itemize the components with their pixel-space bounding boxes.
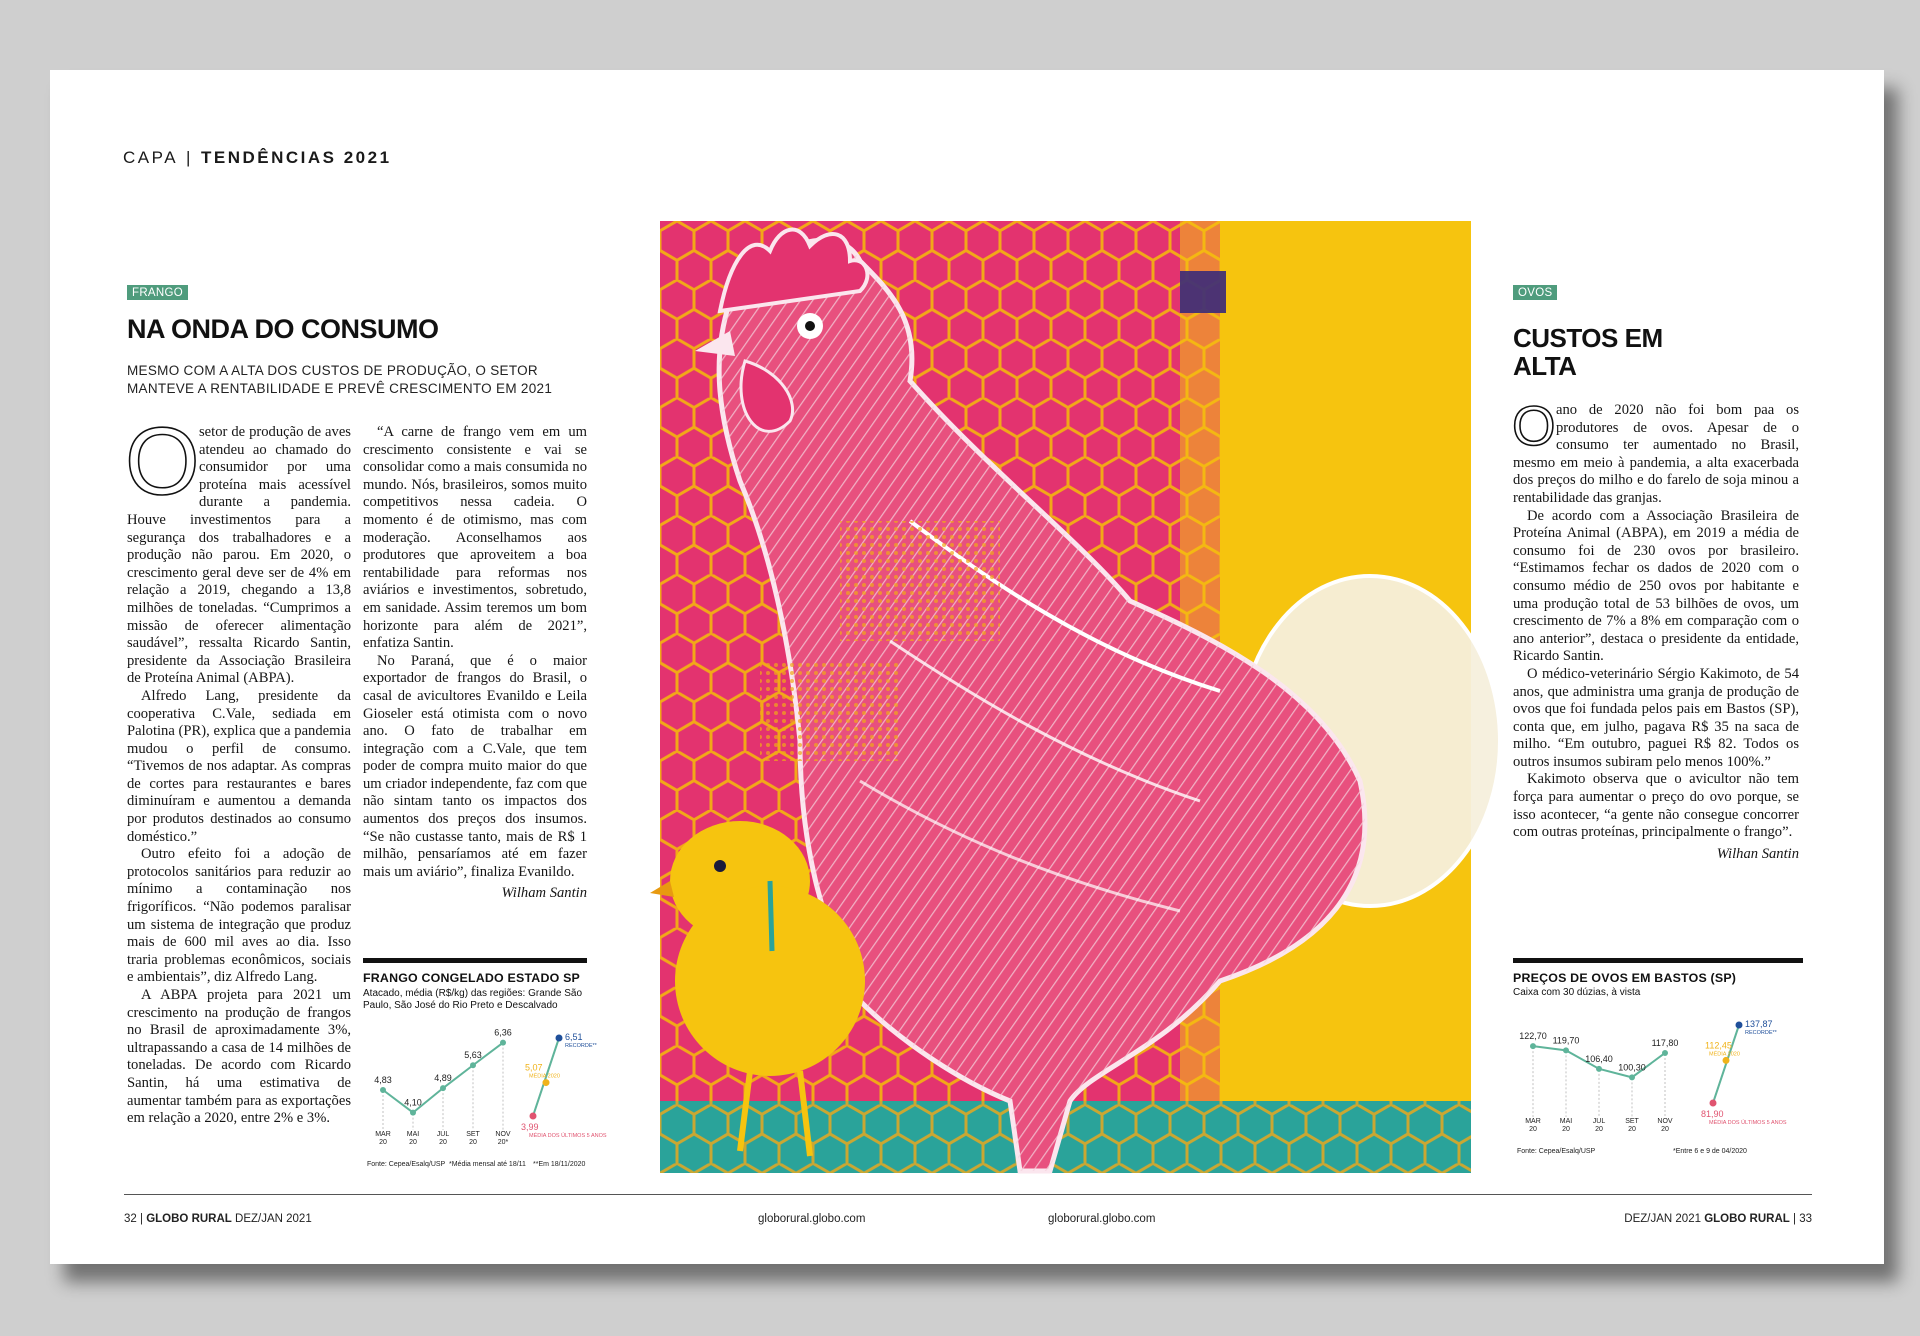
chart-data-label: 5,63 <box>464 1050 482 1061</box>
chart-subtitle: Atacado, média (R$/kg) das regiões: Grande São Paulo, São José do Rio Preto e Descalvado <box>363 988 583 1011</box>
chart-footnote: **Em 18/11/2020 <box>533 1161 586 1168</box>
chart-source: Fonte: Cepea/Esalq/USP <box>1517 1148 1596 1155</box>
section-header <box>123 148 392 168</box>
chart-rule <box>1513 958 1803 963</box>
paragraph: setor de produção de aves atendeu ao chamado do consumidor por uma proteína mais acessível durante a pandemia. Houve investimentos para a segurança dos trabalhadores e a produção não parou. Em 2020, o crescimento geral deve ser de 4% em relação a 2019, chegando a 13,8 milhões de toneladas. “Cumprimos a missão de oferecer alimentação saudável”, ressalta Ricardo Santin, presidente da Associação Brasileira de Proteína Animal (ABPA). <box>127 424 351 687</box>
chart-data-label: 3,99 <box>521 1122 539 1132</box>
chart-point <box>1662 1050 1668 1056</box>
issue-date: DEZ/JAN 2021 <box>1624 1213 1701 1225</box>
paragraph: Kakimoto observa que o avicultor não tem força para aumentar o preço do ovo porque, se isso acontecer, “a gente não consegue concorrer com outras proteínas, principalmente o frango”. <box>1513 771 1799 841</box>
article-tag-ovos: OVOS <box>1513 285 1557 300</box>
body-column-2 <box>363 424 587 903</box>
chart-tick-label: NOV <box>1657 1118 1673 1125</box>
issue-date: DEZ/JAN 2021 <box>235 1213 312 1225</box>
chart-point-recorde <box>1736 1022 1743 1029</box>
paragraph: A ABPA projeta para 2021 um crescimento na produção de frangos no Brasil de aproximadamente 3%, ultrapassando a casa de 14 milhões de toneladas. De acordo com Ricardo Santin, há uma estimativa de aumentar também para as exportações em relação a 2020, entre 2% e 3%. <box>127 987 351 1127</box>
chart-data-label: 119,70 <box>1552 1035 1580 1046</box>
chart-tick-label: 20 <box>439 1139 447 1146</box>
magazine-name: GLOBO RURAL <box>1704 1213 1790 1225</box>
footer-site-left: globorural.globo.com <box>758 1213 866 1225</box>
footer-left <box>124 1213 312 1225</box>
chart-point <box>500 1040 506 1046</box>
chart-title: PREÇOS DE OVOS EM BASTOS (SP) <box>1513 971 1737 985</box>
chart-tick-label: 20* <box>497 1139 509 1146</box>
chart-footnote: *Entre 6 e 9 de 04/2020 <box>1673 1148 1747 1155</box>
body-column-right <box>1512 394 1799 863</box>
chart-tick-label: 20 <box>1529 1126 1537 1133</box>
chart-tick-label: 20 <box>409 1139 417 1146</box>
chart-data-label: 137,87 <box>1745 1019 1773 1029</box>
paragraph: Outro efeito foi a adoção de protocolos sanitários para reduzir ao mínimo a contaminação nos frigoríficos. “Não podemos paralisar um sistema de integração que produz mais de 600 mil aves ao dia. Isso traria problemas econômicos, sociais e ambientais”, diz Alfredo Lang. <box>127 846 351 986</box>
body-column-1 <box>125 408 351 1128</box>
chart-tick-label: MAR <box>375 1131 391 1138</box>
chart-point <box>1530 1043 1536 1049</box>
chart-annotation: RECORDE** <box>1745 1030 1777 1036</box>
chart-tick-label: SET <box>466 1131 480 1138</box>
chart-point <box>410 1110 416 1116</box>
byline: Wilham Santin <box>501 885 587 902</box>
dropcap: O <box>125 408 200 515</box>
section-separator: | <box>186 148 193 167</box>
deck-line-2: MANTEVE A RENTABILIDADE E PREVÊ CRESCIMENTO EM 2021 <box>127 381 553 396</box>
chart-source: Fonte: Cepea/Esalq/USP <box>367 1161 446 1168</box>
illustration-art <box>660 221 1471 1173</box>
chart-point-recorde <box>556 1035 563 1042</box>
chart-data-label: 112,45 <box>1705 1040 1732 1051</box>
chart-tick-label: SET <box>1625 1118 1639 1125</box>
magazine-name: GLOBO RURAL <box>146 1213 232 1225</box>
article-headline-right <box>1513 324 1663 380</box>
chart-title: FRANGO CONGELADO ESTADO SP <box>363 971 580 985</box>
chart-tick-label: 20 <box>379 1139 387 1146</box>
footer-rule <box>124 1194 1812 1195</box>
chart-annotation: MÉDIA 2020 <box>529 1073 560 1080</box>
chart-tick-label: 20 <box>469 1139 477 1146</box>
chart-tick-label: NOV <box>495 1131 511 1138</box>
chart-tick-label: MAI <box>1559 1118 1573 1125</box>
article-deck-left <box>127 362 567 398</box>
chart-point <box>1629 1074 1635 1080</box>
chart-point <box>470 1062 476 1068</box>
chart-annotation: RECORDE** <box>565 1043 597 1049</box>
chart-tick-label: MAI <box>406 1131 420 1138</box>
chart-annotation: MÉDIA DOS ÚLTIMOS 5 ANOS <box>1709 1120 1787 1126</box>
chart-footnote: *Média mensal até 18/11 <box>449 1161 526 1168</box>
footer-separator: | <box>140 1213 143 1225</box>
chart-annotation: MÉDIA DOS ÚLTIMOS 5 ANOS <box>529 1133 607 1139</box>
deck-line-1: MESMO COM A ALTA DOS CUSTOS DE PRODUÇÃO, O SETOR <box>127 363 538 378</box>
dropcap: O <box>1512 394 1556 457</box>
chart-frango <box>363 958 607 1173</box>
chart-point <box>1563 1047 1569 1053</box>
rooster-illustration <box>660 221 1471 1173</box>
footer-separator: | <box>1793 1213 1796 1225</box>
chart-data-label: 4,10 <box>404 1097 422 1108</box>
chart-tick-label: JUL <box>1592 1118 1606 1125</box>
article-headline-left: NA ONDA DO CONSUMO <box>127 314 439 344</box>
paragraph: De acordo com a Associação Brasileira de Proteína Animal (ABPA), em 2019 a média de consumo foi de 230 ovos por brasileiro. “Estimamos fechar os dados de 2020 com o consumo médio de 250 ovos por habitante e uma produção total de 53 bilhões de ovos, um crescimento de 7% a 8% em comparação com o ano anterior”, destaca o presidente da entidade, Ricardo Santin. <box>1513 507 1799 665</box>
headline-line-1: CUSTOS EM <box>1513 323 1663 353</box>
paragraph: No Paraná, que é o maior exportador de frangos do Brasil, o casal de avicultores Evanildo e Leila Gioseler está otimista com o novo ano. O fato de trabalhar em integração com a C.Vale, que tem poder de compra muito maior do que um criador independente, faz com que não sintam tanto os impactos dos aumentos dos preços dos insumos. “Se não custasse tanto, mais de R$ 1 milhão, pensaríamos até em fazer mais um aviário”, finaliza Evanildo. <box>363 652 587 880</box>
paragraph: Alfredo Lang, presidente da cooperativa C.Vale, sediada em Palotina (PR), explica que a pandemia mudou o perfil de consumo. “Tivemos de nos adaptar. As compras de cortes para restaurantes e bares diminuíram e aumentou a demanda por produtos destinados ao consumo doméstico.” <box>127 687 351 845</box>
page-number: 32 <box>124 1213 137 1225</box>
chart-annotation: MÉDIA 2020 <box>1709 1051 1740 1058</box>
chart-point <box>1596 1066 1602 1072</box>
paragraph: ano de 2020 não foi bom paa os produtores de ovos. Apesar de o consumo ter aumentado no Brasil, mesmo em meio à pandemia, a alta exacerbada dos preços do milho e do farelo de soja minou a rentabilidade das granjas. <box>1513 402 1799 506</box>
chart-rule <box>363 958 587 963</box>
chart-data-label: 5,07 <box>525 1062 543 1073</box>
chart-point-media-2020 <box>1723 1057 1730 1064</box>
page-number: 33 <box>1799 1213 1812 1225</box>
chart-data-label: 122,70 <box>1519 1031 1547 1042</box>
subsection-label: TENDÊNCIAS 2021 <box>200 148 392 167</box>
chart-tick-label: MAR <box>1525 1118 1541 1125</box>
chart-point-media-5-anos <box>530 1113 537 1120</box>
chart-plot <box>1513 999 1803 1149</box>
chart-tick-label: 20 <box>1595 1126 1603 1133</box>
chart-footnotes <box>363 1161 587 1173</box>
paragraph: “A carne de frango vem em um crescimento consistente e vai se consolidar como a mais consumida no mundo. Nós, brasileiros, somos muito competitivos nessa cadeia. O momento é de otimismo, mas com moderação. Aconselhamos aos produtores que aproveitem a boa rentabilidade para reformas nos aviários e investimentos, sobretudo, em sanidade. Assim teremos um bom horizonte para além de 2021”, enfatiza Santin. <box>363 424 587 652</box>
chart-point <box>440 1085 446 1091</box>
magazine-spread <box>50 70 1884 1264</box>
chart-data-label: 6,36 <box>494 1027 512 1038</box>
headline-line-2: ALTA <box>1513 351 1577 381</box>
chart-subtitle: Caixa com 30 dúzias, à vista <box>1513 987 1641 998</box>
chart-ovos <box>1513 958 1803 1160</box>
chart-data-label: 6,51 <box>565 1032 583 1042</box>
chart-tick-label: JUL <box>436 1131 450 1138</box>
chart-comparison-line <box>1713 1025 1739 1103</box>
chart-data-label: 106,40 <box>1585 1053 1613 1064</box>
chart-data-label: 117,80 <box>1651 1037 1679 1048</box>
chart-footnotes <box>1513 1148 1803 1160</box>
chart-data-label: 81,90 <box>1701 1109 1724 1119</box>
chart-point-media-5-anos <box>1710 1100 1717 1107</box>
chart-tick-label: 20 <box>1628 1126 1636 1133</box>
chart-point <box>380 1087 386 1093</box>
chart-data-label: 100,30 <box>1618 1062 1646 1073</box>
paragraph: O médico-veterinário Sérgio Kakimoto, de 54 anos, que administra uma granja de produção de ovos que foi fundada pelos pais em Bastos (SP), conta que, em julho, pagava R$ 35 na saca de milho. “Em outubro, paguei R$ 82. Todos os outros insumos subiram pelo menos 100%.” <box>1513 665 1799 770</box>
chart-tick-label: 20 <box>1562 1126 1570 1133</box>
chart-point-media-2020 <box>543 1079 550 1086</box>
chart-plot <box>363 1012 607 1162</box>
footer-right <box>1624 1213 1812 1225</box>
chart-data-label: 4,89 <box>434 1073 452 1084</box>
byline: Wilhan Santin <box>1716 845 1799 862</box>
chart-tick-label: 20 <box>1661 1126 1669 1133</box>
article-tag-frango: FRANGO <box>127 285 188 300</box>
chart-data-label: 4,83 <box>374 1075 392 1085</box>
section-label: CAPA <box>123 148 179 167</box>
footer-site-right: globorural.globo.com <box>1048 1213 1156 1225</box>
